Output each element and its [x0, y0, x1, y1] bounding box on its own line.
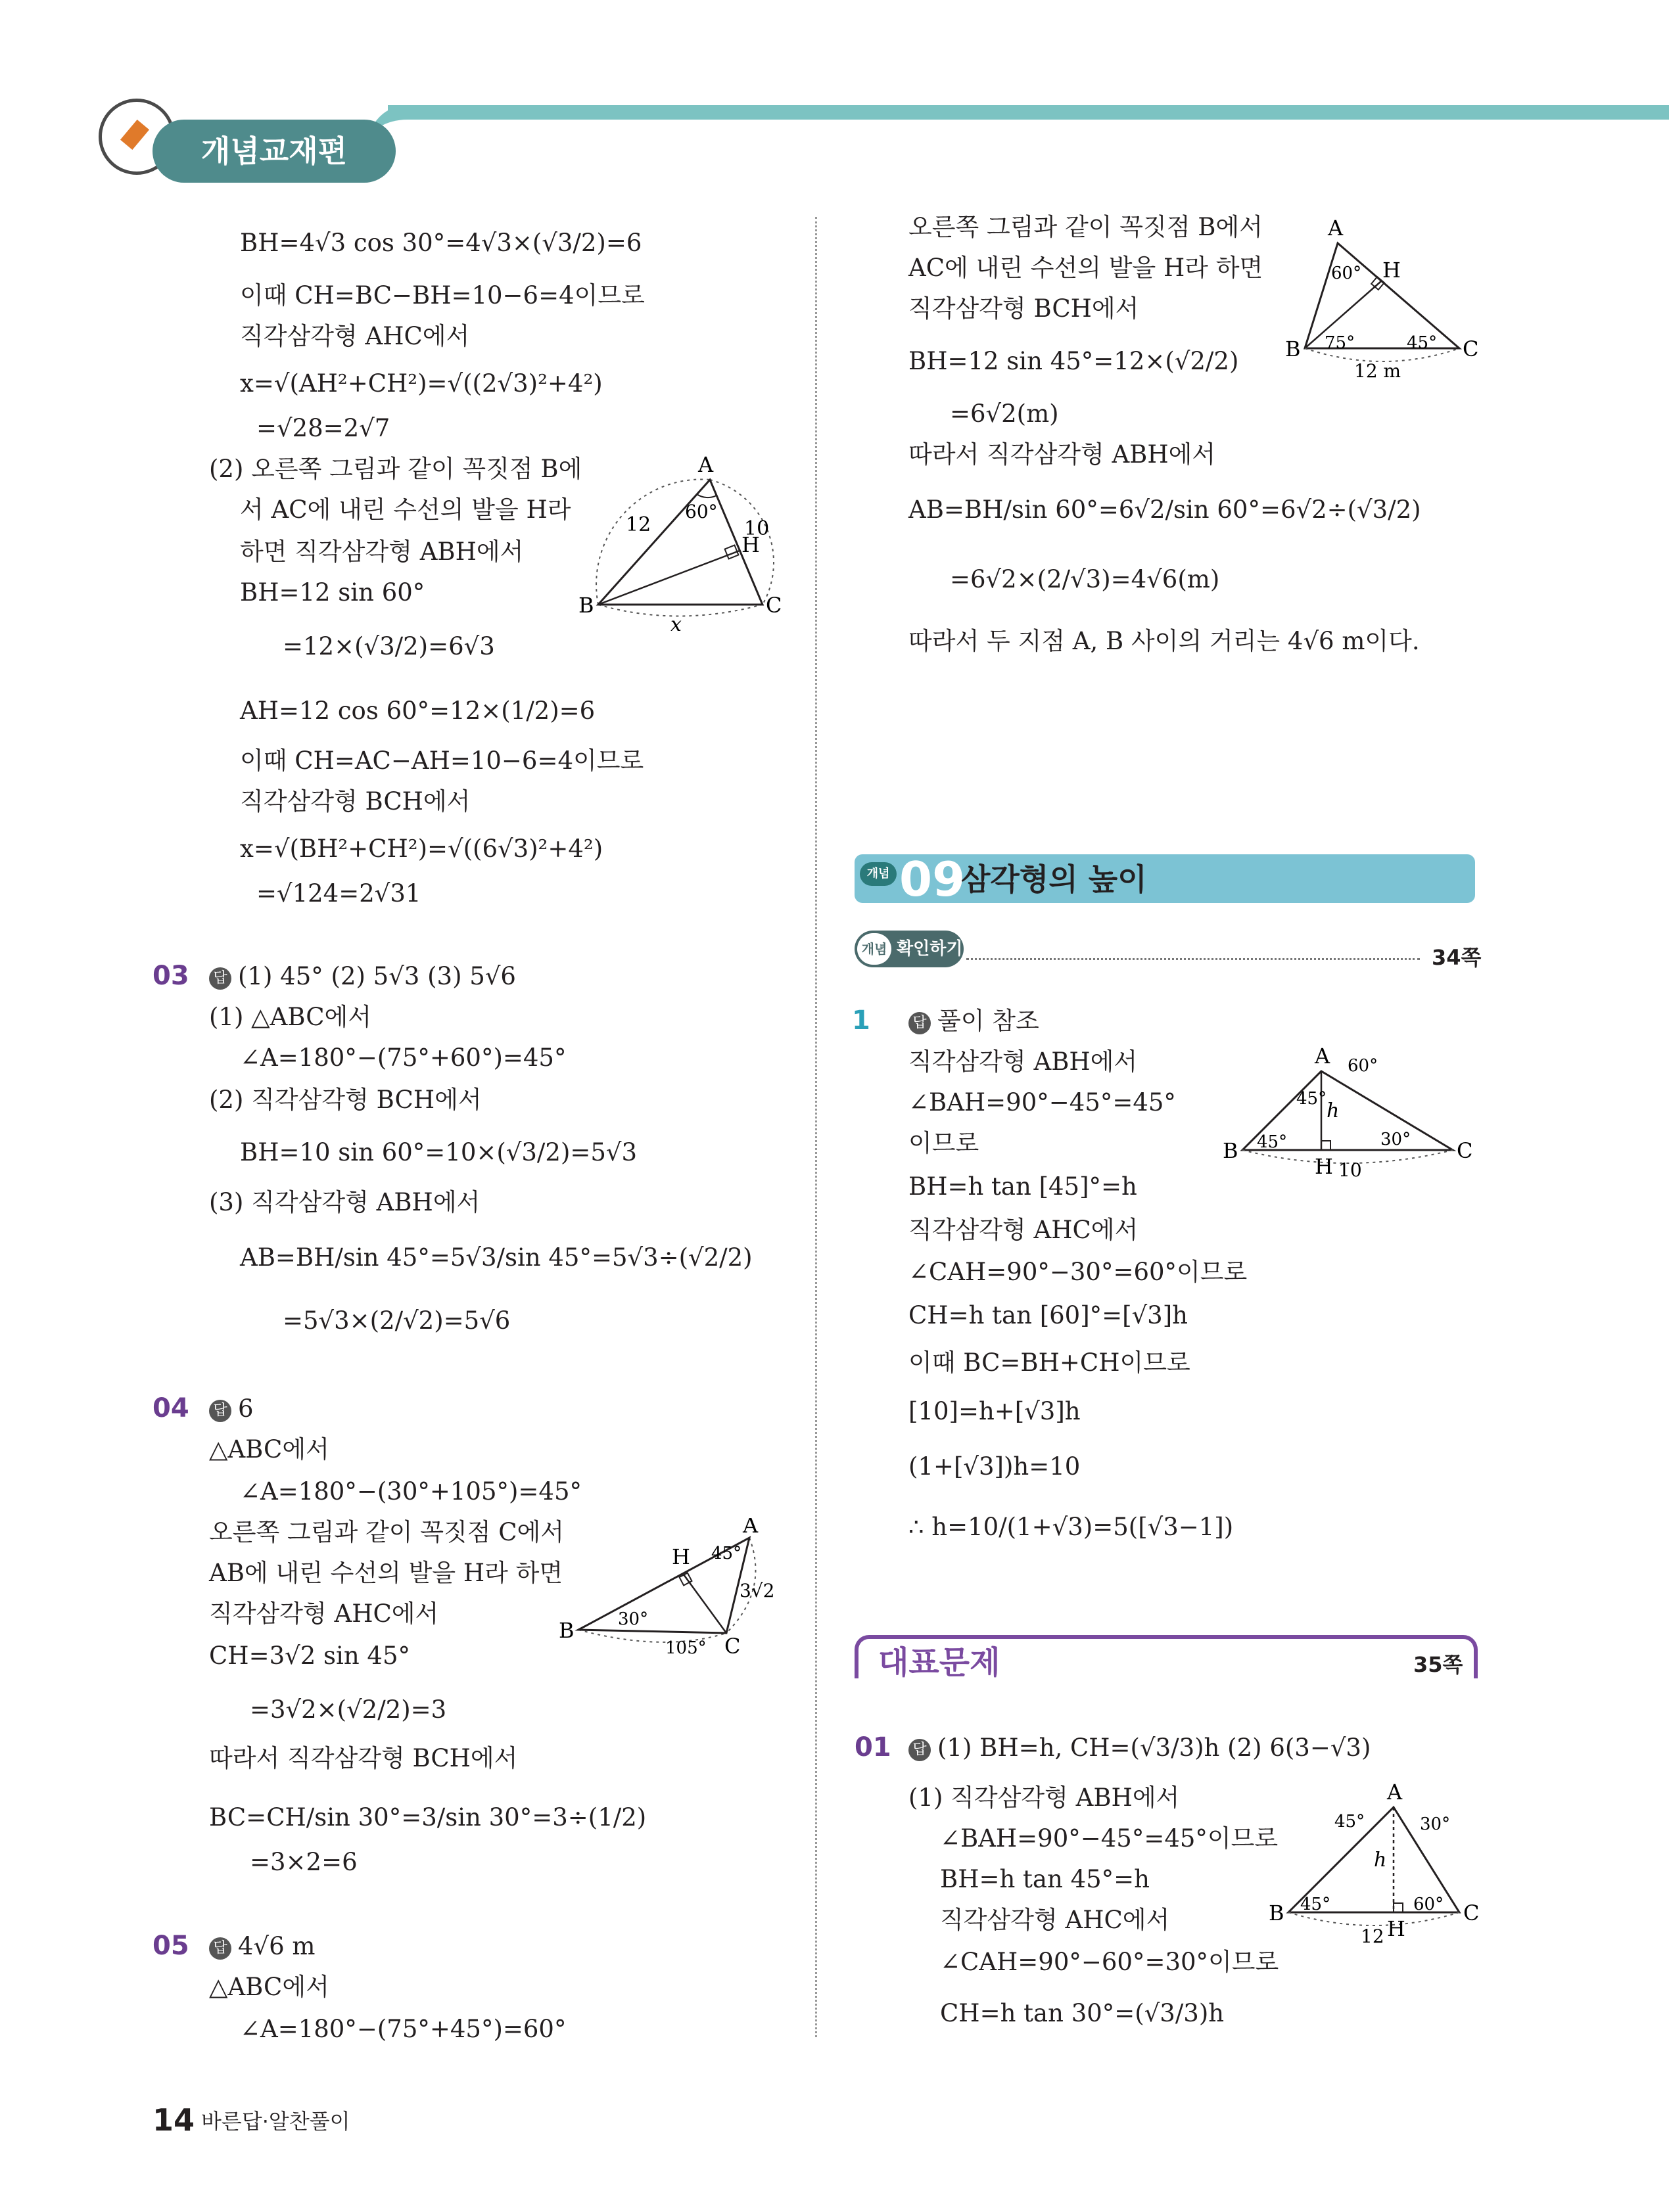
check-label: 확인하기 [897, 939, 963, 959]
header-badge: 개념교재편 [153, 120, 396, 183]
left-line: BC=CH/sin 30°=3/sin 30°=3÷(1/2) [209, 1803, 647, 1832]
section-number: 09 [899, 852, 966, 907]
page-number: 14 [153, 2102, 195, 2138]
answer-line [209, 1931, 316, 1962]
figure-label: B [578, 593, 594, 618]
answer-icon: 답 [209, 967, 231, 990]
right-line: =6√2(m) [950, 400, 1059, 428]
left-line: x=√(BH²+CH²)=√((6√3)²+4²) [240, 835, 603, 863]
figure-label: 45° [1257, 1132, 1288, 1152]
check-leader [966, 958, 1420, 960]
left-line: =√28=2√7 [256, 414, 390, 442]
left-line: (1) △ABC에서 [209, 1003, 372, 1031]
left-line: (3) 직각삼각형 ABH에서 [209, 1188, 481, 1216]
figure-label: H [1387, 1916, 1405, 1941]
figure-label: 60° [1331, 264, 1362, 283]
column-divider [815, 217, 817, 2037]
right-line: ∠BAH=90°−45°=45°이므로 [940, 1824, 1279, 1853]
right-line: 이때 BC=BH+CH이므로 [908, 1348, 1190, 1377]
figure-label: H [1382, 258, 1401, 283]
right-line: ∠CAH=90°−60°=30°이므로 [940, 1948, 1279, 1976]
figure-label: 45° [1407, 333, 1438, 353]
problem-number: 03 [153, 961, 189, 991]
triangle-figure-5 [1269, 1781, 1486, 1958]
figure-label: 105° [665, 1638, 707, 1658]
triangle-figure-2 [559, 1518, 782, 1663]
figure-label: A [1328, 217, 1344, 241]
figure-label: h [1327, 1099, 1340, 1122]
answer-text: (1) 45° (2) 5√3 (3) 5√6 [238, 962, 516, 990]
figure-label: h [1374, 1849, 1387, 1872]
left-line: △ABC에서 [209, 1435, 329, 1463]
triangle-figure-1 [578, 453, 795, 631]
left-line: 서 AC에 내린 수선의 발을 H라 [240, 495, 571, 524]
figure-label: 45° [1296, 1089, 1327, 1109]
right-line: BH=h tan [45]°=h [908, 1172, 1137, 1201]
left-line: BH=10 sin 60°=10×(√3/2)=5√3 [240, 1138, 638, 1166]
answer-text: 풀이 참조 [937, 1007, 1039, 1035]
left-line: =12×(√3/2)=6√3 [283, 632, 495, 660]
right-line: 직각삼각형 AHC에서 [940, 1906, 1170, 1934]
right-line: BH=h tan 45°=h [940, 1865, 1150, 1893]
figure-label: 12 [626, 513, 651, 536]
figure-label: A [698, 453, 714, 477]
figure-label: A [743, 1518, 759, 1538]
figure-label: 10 [1338, 1159, 1362, 1181]
header-bar [388, 105, 1669, 120]
right-line: 직각삼각형 ABH에서 [908, 1048, 1138, 1076]
figure-label: B [1223, 1138, 1238, 1163]
right-line: CH=h tan [60]°=[√3]h [908, 1301, 1188, 1329]
right-line: (1) 직각삼각형 ABH에서 [908, 1784, 1180, 1812]
right-line: 오른쪽 그림과 같이 꼭짓점 B에서 [908, 213, 1263, 241]
left-line: 직각삼각형 BCH에서 [240, 787, 471, 816]
check-tag: 개념 [857, 933, 891, 965]
figure-label: 10 [744, 517, 770, 540]
left-line: BH=12 sin 60° [240, 578, 425, 607]
section-title: 삼각형의 높이 [961, 862, 1147, 897]
answer-line [209, 961, 516, 992]
right-line: 따라서 직각삼각형 ABH에서 [908, 440, 1216, 469]
right-line: BH=12 sin 45°=12×(√2/2) [908, 347, 1239, 375]
figure-label: 45° [1300, 1895, 1331, 1914]
figure-label: C [1463, 336, 1479, 361]
left-line: 직각삼각형 AHC에서 [209, 1600, 439, 1628]
figure-label: H [672, 1544, 690, 1569]
figure-label: C [766, 593, 782, 618]
figure-label: 12 [1361, 1925, 1384, 1947]
left-line: AH=12 cos 60°=12×(1/2)=6 [240, 697, 596, 725]
figure-label: B [1285, 336, 1301, 361]
right-line: ∠CAH=90°−30°=60°이므로 [908, 1258, 1248, 1286]
right-line: 이므로 [908, 1129, 979, 1157]
right-line: CH=h tan 30°=(√3/3)h [940, 1999, 1225, 2027]
figure-label: A [1387, 1781, 1403, 1805]
left-line: (2) 직각삼각형 BCH에서 [209, 1086, 482, 1114]
right-line: AB=BH/sin 60°=6√2/sin 60°=6√2÷(√3/2) [908, 495, 1421, 524]
figure-label: 45° [711, 1544, 742, 1563]
right-line: (1+[√3])h=10 [908, 1452, 1081, 1481]
figure-label: 75° [1325, 333, 1355, 353]
rep-page: 35쪽 [1413, 1652, 1463, 1677]
right-line: =6√2×(2/√3)=4√6(m) [950, 565, 1220, 593]
left-line: CH=3√2 sin 45° [209, 1642, 410, 1670]
figure-label: 60° [1413, 1895, 1444, 1914]
left-line: ∠A=180°−(75°+60°)=45° [240, 1044, 567, 1072]
left-line: ∠A=180°−(30°+105°)=45° [240, 1477, 582, 1506]
figure-label: 12 m [1354, 360, 1401, 381]
left-line: 이때 CH=AC−AH=10−6=4이므로 [240, 747, 644, 775]
right-line: ∴ h=10/(1+√3)=5([√3−1]) [908, 1513, 1234, 1541]
left-line: (2) 오른쪽 그림과 같이 꼭짓점 B에 [209, 455, 582, 483]
figure-label: B [559, 1618, 575, 1643]
figure-label: C [724, 1634, 741, 1659]
figure-label: x [670, 613, 682, 631]
answer-icon: 답 [209, 1937, 231, 1960]
left-line: 따라서 직각삼각형 BCH에서 [209, 1744, 518, 1772]
answer-text: 6 [238, 1394, 254, 1423]
figure-label: H [1315, 1154, 1333, 1179]
left-line: 이때 CH=BC−BH=10−6=4이므로 [240, 281, 645, 310]
answer-line [908, 1732, 1371, 1764]
right-line: ∠BAH=90°−45°=45° [908, 1088, 1176, 1117]
figure-label: A [1315, 1045, 1330, 1069]
right-line: 직각삼각형 BCH에서 [908, 294, 1139, 323]
figure-label: B [1269, 1901, 1284, 1925]
left-line: =3×2=6 [250, 1848, 358, 1876]
triangle-figure-4 [1223, 1045, 1479, 1196]
figure-label: C [1457, 1138, 1473, 1163]
figure-label: 3√2 [740, 1580, 775, 1601]
triangle-figure-3 [1285, 217, 1482, 381]
left-line: 오른쪽 그림과 같이 꼭짓점 C에서 [209, 1518, 565, 1546]
figure-label: 45° [1334, 1812, 1365, 1832]
section-tag: 개념 [860, 862, 897, 886]
left-line: AB에 내린 수선의 발을 H라 하면 [209, 1559, 563, 1587]
left-line: =√124=2√31 [256, 879, 421, 908]
problem-number: 04 [153, 1393, 189, 1423]
left-line: 직각삼각형 AHC에서 [240, 322, 470, 350]
left-line: 하면 직각삼각형 ABH에서 [240, 538, 524, 566]
left-line: ∠A=180°−(75°+45°)=60° [240, 2015, 567, 2043]
figure-label: 30° [1380, 1130, 1411, 1149]
left-line: x=√(AH²+CH²)=√((2√3)²+4²) [240, 369, 603, 398]
right-line: 따라서 두 지점 A, B 사이의 거리는 4√6 m이다. [908, 627, 1420, 655]
left-line: BH=4√3 cos 30°=4√3×(√3/2)=6 [240, 229, 642, 257]
answer-line [908, 1005, 1039, 1037]
answer-line [209, 1393, 254, 1425]
rep-title: 대표문제 [878, 1644, 1000, 1681]
problem-number: 1 [852, 1005, 870, 1036]
left-line: =5√3×(2/√2)=5√6 [283, 1306, 511, 1335]
check-page: 34쪽 [1432, 945, 1482, 970]
problem-number: 05 [153, 1931, 189, 1961]
left-line: AB=BH/sin 45°=5√3/sin 45°=5√3÷(√2/2) [240, 1243, 753, 1272]
right-line: 직각삼각형 AHC에서 [908, 1216, 1139, 1244]
answer-text: 4√6 m [238, 1932, 316, 1960]
problem-number: 01 [855, 1732, 891, 1763]
answer-icon: 답 [908, 1739, 931, 1761]
right-line: [10]=h+[√3]h [908, 1397, 1081, 1425]
figure-label: H [741, 532, 760, 557]
figure-label: 30° [618, 1609, 649, 1629]
left-line: =3√2×(√2/2)=3 [250, 1695, 447, 1724]
answer-icon: 답 [209, 1400, 231, 1422]
figure-label: 30° [1420, 1814, 1451, 1834]
answer-icon: 답 [908, 1012, 931, 1034]
figure-label: 60° [1348, 1056, 1378, 1076]
figure-label: C [1463, 1901, 1480, 1925]
left-line: △ABC에서 [209, 1973, 329, 2001]
figure-label: 60° [685, 501, 718, 522]
book-title: 바른답·알찬풀이 [201, 2109, 350, 2134]
right-line: AC에 내린 수선의 발을 H라 하면 [908, 254, 1263, 282]
answer-text: (1) BH=h, CH=(√3/3)h (2) 6(3−√3) [937, 1734, 1371, 1762]
